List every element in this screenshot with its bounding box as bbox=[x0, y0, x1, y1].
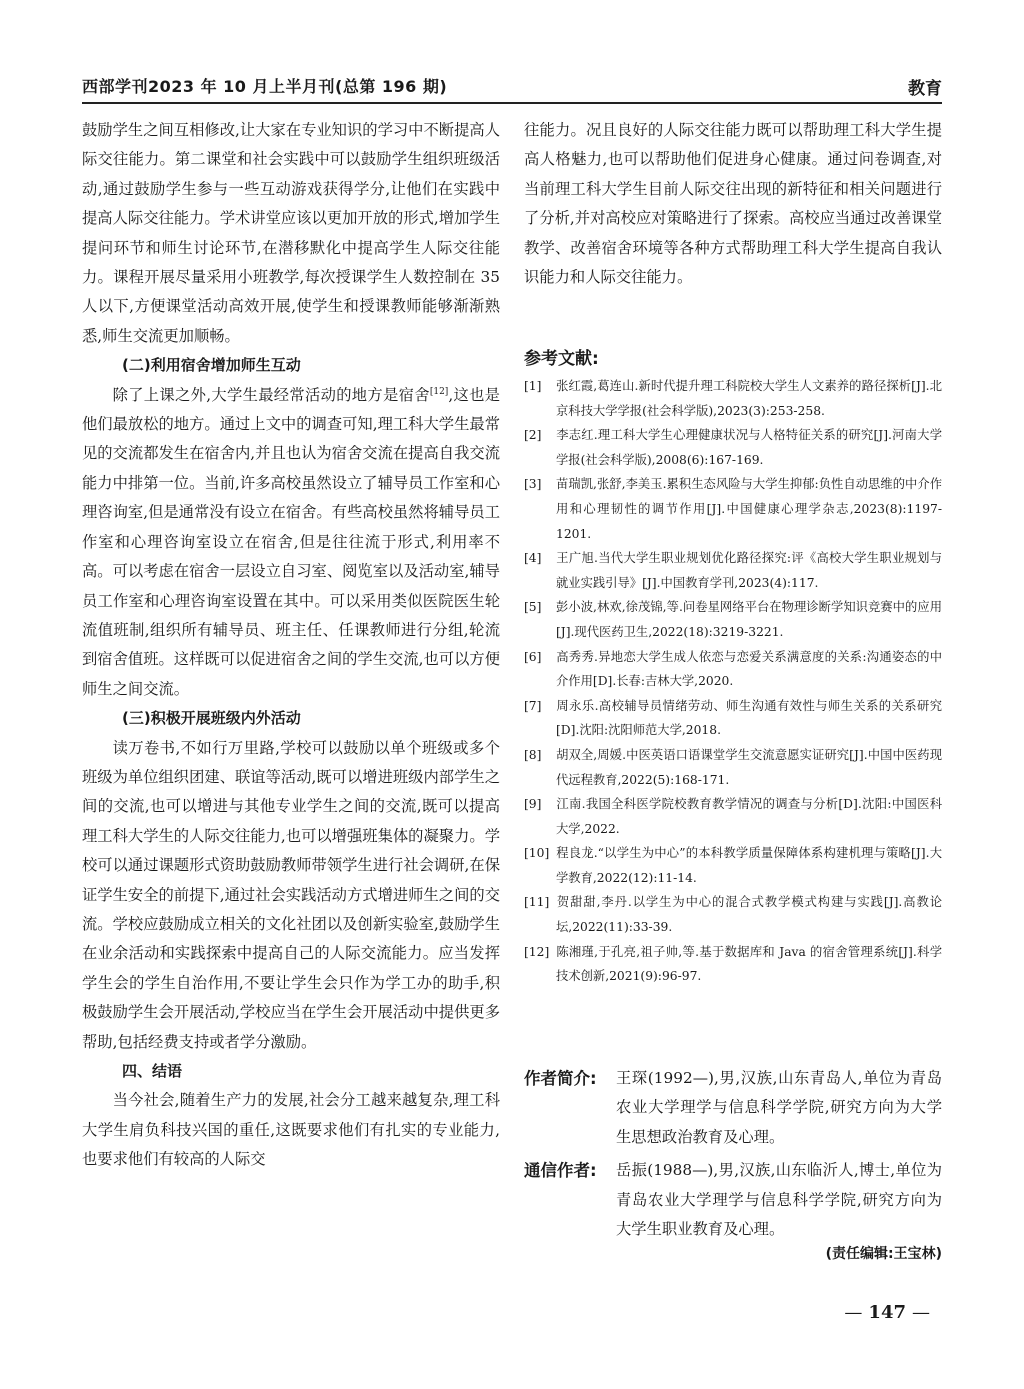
reference-text: 陈湘瑾,于孔亮,祖子帅,等.基于数据库和 Java 的宿舍管理系统[J].科学技术创新,2021(9):96-97. bbox=[556, 944, 942, 984]
reference-index: [2] bbox=[524, 428, 542, 443]
author-info bbox=[524, 1064, 942, 1244]
page-number-footer: — 147 — bbox=[844, 1302, 930, 1323]
corresponding-author-text: 岳振(1988—),男,汉族,山东临沂人,博士,单位为青岛农业大学理学与信息科学学院,研究方向为大学生职业教育及心理。 bbox=[616, 1161, 942, 1239]
author-intro-text: 王琛(1992—),男,汉族,山东青岛人,单位为青岛农业大学理学与信息科学学院,研究方向为大学生思想政治教育及心理。 bbox=[616, 1069, 942, 1146]
reference-text: 周永乐.高校辅导员情绪劳动、师生沟通有效性与师生关系的关系研究[D].沈阳:沈阳师范大学,2018. bbox=[556, 698, 942, 738]
responsible-editor: (责任编辑:王宝林) bbox=[825, 1246, 942, 1262]
journal-title: 西部学刊2023 年 10 月上半月刊(总第 196 期) bbox=[82, 77, 448, 96]
references-title: 参考文献: bbox=[524, 349, 599, 369]
left-paragraph-4: 当今社会,随着生产力的发展,社会分工越来越复杂,理工科大学生肩负科技兴国的重任,这既要求他们有扎实的专业能力,也要求他们有较高的人际交 bbox=[82, 1091, 500, 1169]
corresponding-author bbox=[524, 1156, 942, 1244]
reference-item bbox=[524, 374, 942, 423]
right-paragraph-1: 往能力。况且良好的人际交往能力既可以帮助理工科大学生提高人格魅力,也可以帮助他们促进身心健康。通过问卷调查,对当前理工科大学生目前人际交往出现的新特征和相关问题进行了分析,并对高校应对策略进行了探索。高校应当通过改善课堂教学、改善宿舍环境等各种方式帮助理工科大学生提高自我认识能力和人际交往能力。 bbox=[524, 121, 942, 287]
reference-item bbox=[524, 940, 942, 989]
reference-text: 王广旭.当代大学生职业规划优化路径探究:评《高校大学生职业规划与就业实践引导》[J].中国教育学刊,2023(4):117. bbox=[556, 551, 942, 590]
reference-item bbox=[524, 423, 942, 472]
reference-item bbox=[524, 743, 942, 792]
corresponding-author-label: 通信作者: bbox=[524, 1161, 597, 1181]
left-paragraph-2 bbox=[82, 381, 500, 704]
reference-text: 高秀秀.异地恋大学生成人依恋与恋爱关系满意度的关系:沟通姿态的中介作用[D].长春:吉林大学,2020. bbox=[556, 649, 942, 689]
citation-12[interactable]: [12] bbox=[429, 386, 449, 397]
reference-text: 李志红.理工科大学生心理健康状况与人格特征关系的研究[J].河南大学学报(社会科学版),2008(6):167-169. bbox=[556, 428, 942, 467]
reference-index: [9] bbox=[524, 797, 542, 812]
right-column bbox=[524, 116, 942, 292]
reference-index: [11] bbox=[524, 895, 550, 910]
reference-item bbox=[524, 841, 942, 890]
reference-index: [10] bbox=[524, 846, 550, 861]
reference-item bbox=[524, 792, 942, 841]
reference-text: 江南.我国全科医学院校教育教学情况的调查与分析[D].沈阳:中国医科大学,2022. bbox=[556, 797, 942, 836]
reference-text: 贺甜甜,李丹.以学生为中心的混合式教学模式构建与实践[J].高教论坛,2022(11):33-39. bbox=[556, 895, 942, 935]
reference-index: [4] bbox=[524, 551, 542, 566]
reference-index: [12] bbox=[524, 944, 550, 959]
left-paragraph-1: 鼓励学生之间互相修改,让大家在专业知识的学习中不断提高人际交往能力。第二课堂和社会实践中可以鼓励学生组织班级活动,通过鼓励学生参与一些互动游戏获得学分,让他们在实践中提高人际交往能力。学术讲堂应该以更加开放的形式,增加学生提问环节和师生讨论环节,在潜移默化中提高学生人际交往能力。课程开展尽量采用小班教学,每次授课学生人数控制在 35 人以下,方便课堂活动高效开展,使学生和授课教师能够渐渐熟悉,师生交流更加顺畅。 bbox=[82, 121, 500, 345]
left-paragraph-2-start: 除了上课之外,大学生最经常活动的地方是宿舍 bbox=[112, 385, 430, 404]
reference-index: [8] bbox=[524, 747, 542, 762]
subheading-conclusion: 四、结语 bbox=[122, 1062, 183, 1080]
reference-text: 苗瑞凯,张舒,李美玉.累积生态风险与大学生抑郁:负性自动思维的中介作用和心理韧性的调节作用[J].中国健康心理学杂志,2023(8):1197-1201. bbox=[556, 477, 942, 541]
left-column bbox=[82, 116, 500, 1175]
reference-index: [5] bbox=[524, 600, 542, 615]
reference-index: [6] bbox=[524, 649, 542, 664]
references-list bbox=[524, 374, 942, 989]
section-title: 教育 bbox=[908, 79, 942, 99]
author-intro-label: 作者简介: bbox=[524, 1069, 597, 1088]
subheading-2: (二)利用宿舍增加师生互动 bbox=[122, 356, 301, 375]
reference-index: [7] bbox=[524, 698, 542, 713]
subheading-3: (三)积极开展班级内外活动 bbox=[122, 709, 301, 728]
reference-index: [1] bbox=[524, 379, 542, 393]
reference-item bbox=[524, 694, 942, 743]
author-intro bbox=[524, 1064, 942, 1152]
reference-text: 程良龙.“以学生为中心”的本科教学质量保障体系构建机理与策略[J].大学教育,2022(12):11-14. bbox=[556, 846, 942, 885]
reference-item bbox=[524, 645, 942, 694]
reference-text: 张红霞,葛连山.新时代提升理工科院校大学生人文素养的路径探析[J].北京科技大学学报(社会科学版),2023(3):253-258. bbox=[556, 379, 942, 418]
page-header bbox=[82, 72, 942, 104]
reference-item bbox=[524, 472, 942, 546]
reference-index: [3] bbox=[524, 477, 542, 492]
left-paragraph-2-end: ,这也是他们最放松的地方。通过上文中的调查可知,理工科大学生最常见的交流都发生在宿舍内,并且也认为宿舍交流在提高自我交流能力中排第一位。当前,许多高校虽然设立了辅导员工作室和心理咨询室,但是通常没有设立在宿舍。有些高校虽然将辅导员工作室和心理咨询室设立在宿舍,但是往往流于形式,利用率不高。可以考虑在宿舍一层设立自习室、阅览室以及活动室,辅导员工作室和心理咨询室设置在其中。可以采用类似医院医生轮流值班制,组织所有辅导员、班主任、任课教师进行分组,轮流到宿舍值班。这样既可以促进宿舍之间的学生交流,也可以方便师生之间交流。 bbox=[82, 385, 500, 698]
left-paragraph-3: 读万卷书,不如行万里路,学校可以鼓励以单个班级或多个班级为单位组织团建、联谊等活动,既可以增进班级内部学生之间的交流,也可以增进与其他专业学生之间的交流,既可以提高理工科大学生的人际交往能力,也可以增强班集体的凝聚力。学校可以通过课题形式资助鼓励教师带领学生进行社会调研,在保证学生安全的前提下,通过社会实践活动方式增进师生之间的交流。学校应鼓励成立相关的文化社团以及创新实验室,鼓励学生在业余活动和实践探索中提高自己的人际交流能力。应当发挥学生会的学生自治作用,不要让学生会只作为学工办的助手,积极鼓励学生会开展活动,学校应当在学生会开展活动中提供更多帮助,包括经费支持或者学分激励。 bbox=[82, 738, 500, 1051]
reference-item bbox=[524, 546, 942, 595]
reference-text: 胡双全,周媛.中医英语口语课堂学生交流意愿实证研究[J].中国中医药现代远程教育,2022(5):168-171. bbox=[556, 747, 942, 787]
reference-item bbox=[524, 595, 942, 644]
reference-item bbox=[524, 890, 942, 939]
reference-text: 彭小波,林欢,徐茂锦,等.问卷星网络平台在物理诊断学知识竞赛中的应用[J].现代医药卫生,2022(18):3219-3221. bbox=[556, 600, 942, 639]
page-number: 147 bbox=[868, 1302, 906, 1323]
